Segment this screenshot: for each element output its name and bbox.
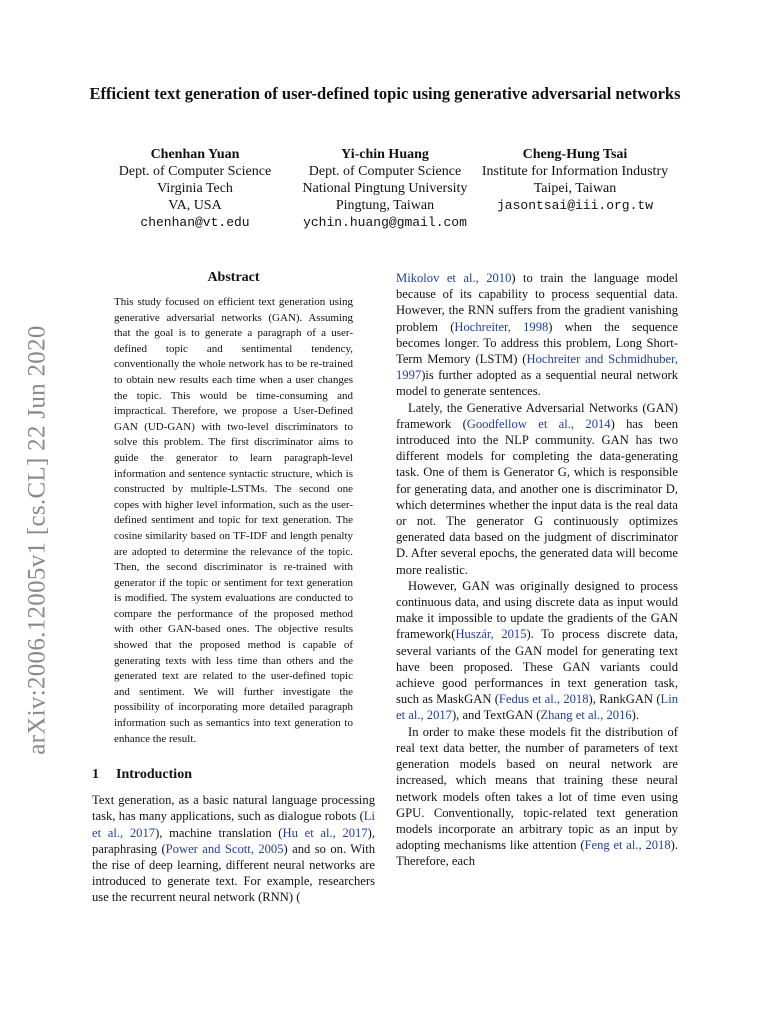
author-dept: Institute for Information Industry — [481, 164, 669, 179]
intro-paragraph-1 — [92, 792, 375, 905]
author-email: jasontsai@iii.org.tw — [496, 198, 654, 213]
author-email: chenhan@vt.edu — [140, 215, 250, 230]
author-name: Yi-chin Huang — [341, 147, 429, 162]
citation-link[interactable]: Hochreiter, 1998 — [454, 319, 549, 334]
author-block-3 — [470, 146, 680, 214]
intro-paragraph-1-continued — [396, 270, 678, 400]
text-run: Lately, the Generative Adversarial Networks (GAN) framework ( — [396, 400, 678, 431]
author-location: VA, USA — [168, 198, 222, 213]
left-column — [92, 270, 375, 906]
citation-link[interactable]: Zhang et al., 2016 — [540, 708, 632, 723]
section-heading-introduction — [92, 767, 375, 783]
section-title: Introduction — [116, 767, 192, 783]
author-block-1 — [100, 146, 290, 231]
author-name: Cheng-Hung Tsai — [522, 147, 628, 162]
citation-link[interactable]: Mikolov et al., 2010 — [396, 271, 512, 285]
intro-paragraph-4 — [396, 724, 678, 870]
citation-link[interactable]: Huszár, 2015 — [455, 627, 527, 642]
abstract-text: This study focused on efficient text generation using generative adversarial networks (GAN). Assuming that the goal is to generate a paragraph of a user-defined topic and sentimental tendency, conventionally the whole network has to be re-trained to obtain new results each time when a user changes the topic. This would be time-consuming and impractical. Therefore, we propose a User-Defined GAN (UD-GAN) with two-level discriminators to solve this problem. The first discriminator aims to guide the generator to learn paragraph-level information and sentence syntactic structure, which is constructed by multiple-LSTMs. The second one copes with higher level information, such as the user-defined sentiment and topic for text generation. The cosine similarity based on TF-IDF and length penalty are adopted to determine the relevance of the topic. Then, the second discriminator is re-trained with generator if the topic or sentiment for text generation is modified. The system evaluations are conducted to compare the performance of the proposed method with other GAN-based ones. The objective results showed that the proposed method is capable of generating texts with less time than others and the generated text are related to the user-defined topic and sentiment. We will further investigate the possibility of incorporating more detailed paragraph information such as semantics into text generation to enhance the result. — [114, 296, 353, 745]
citation-link[interactable]: Hochreiter and Schmidhuber, 1997 — [396, 352, 678, 383]
citation-link[interactable]: Fedus et al., 2018 — [498, 692, 589, 707]
text-run: ), paraphrasing ( — [92, 825, 375, 856]
citation-link[interactable]: Hu et al., 2017 — [282, 825, 368, 840]
arxiv-identifier-stamp — [18, 320, 58, 760]
paper-title: Efficient text generation of user-defined topic using generative adversarial networks — [89, 84, 681, 103]
text-run: ), RankGAN ( — [588, 692, 661, 707]
text-run: ) and so on. With the rise of deep learning, different neural networks are introduced to generate text. For example, researchers use the recurrent neural network (RNN) ( — [92, 841, 375, 905]
right-column — [396, 270, 678, 870]
citation-link[interactable]: Goodfellow et al., 2014 — [466, 416, 611, 431]
author-dept: Dept. of Computer Science — [118, 164, 272, 179]
text-run: However, GAN was originally designed to process continuous data, and using discrete data as input would make it impossible to update the gradients of the GAN framework( — [396, 578, 678, 642]
author-org: National Pingtung University — [302, 181, 468, 196]
citation-link[interactable]: Power and Scott, 2005 — [165, 841, 284, 856]
author-org: Taipei, Taiwan — [533, 181, 617, 196]
citation-link[interactable]: Lin et al., 2017 — [396, 692, 679, 723]
text-run: ) to train the language model because of its capability to process sequential data. However, the RNN suffers from the gradient vanishing problem ( — [396, 271, 678, 334]
author-org: Virginia Tech — [157, 181, 233, 196]
author-dept: Dept. of Computer Science — [308, 164, 462, 179]
author-location: Pingtung, Taiwan — [335, 198, 435, 213]
text-run: )is further adopted as a sequential neural network model to generate sentences. — [396, 368, 678, 399]
author-block-2 — [280, 146, 490, 231]
author-email: ychin.huang@gmail.com — [303, 215, 467, 230]
text-run: ). Therefore, each — [396, 838, 678, 869]
intro-paragraph-3 — [396, 578, 678, 724]
text-run: ) has been introduced into the NLP community. GAN has two different models for completing the data-generating task. One of them is Generator G, which is responsible for generating data, and another one is discriminator D, which determines whether the input data is the real data or not. The generator G continuously optimizes generated data based on the judgment of discriminator D. After several epochs, the generated data will become more realistic. — [396, 416, 679, 577]
text-run: ), machine translation ( — [155, 825, 283, 840]
section-number: 1 — [92, 767, 99, 783]
citation-link[interactable]: Feng et al., 2018 — [584, 838, 671, 853]
citation-link[interactable]: Li et al., 2017 — [92, 809, 375, 840]
text-run: ). — [631, 708, 640, 723]
arxiv-identifier-text: arXiv:2006.12005v1 [cs.CL] 22 Jun 2020 — [24, 325, 52, 755]
text-run: ), and TextGAN ( — [451, 708, 541, 723]
text-run: In order to make these models fit the distribution of real text data better, the number of parameters of text generation models based on neural network are increased, which means that training these neural network models often takes a lot of time even using GPU. Conventionally, topic-related text generation models incorporate an arbitrary topic as an input by adopting mechanisms like attention ( — [396, 724, 678, 853]
text-run: Text generation, as a basic natural language processing task, has many applications, such as dialogue robots ( — [92, 793, 375, 824]
intro-paragraph-2 — [396, 400, 678, 578]
text-run: ) when the sequence becomes longer. To address this problem, Long Short-Term Memory (LSTM) ( — [396, 319, 678, 367]
text-run: ). To process discrete data, several variants of the GAN model for generating text have been proposed. These GAN variants could achieve good performances in text generation task, such as MaskGAN ( — [396, 627, 678, 707]
abstract-heading: Abstract — [207, 270, 260, 285]
author-name: Chenhan Yuan — [150, 147, 240, 162]
